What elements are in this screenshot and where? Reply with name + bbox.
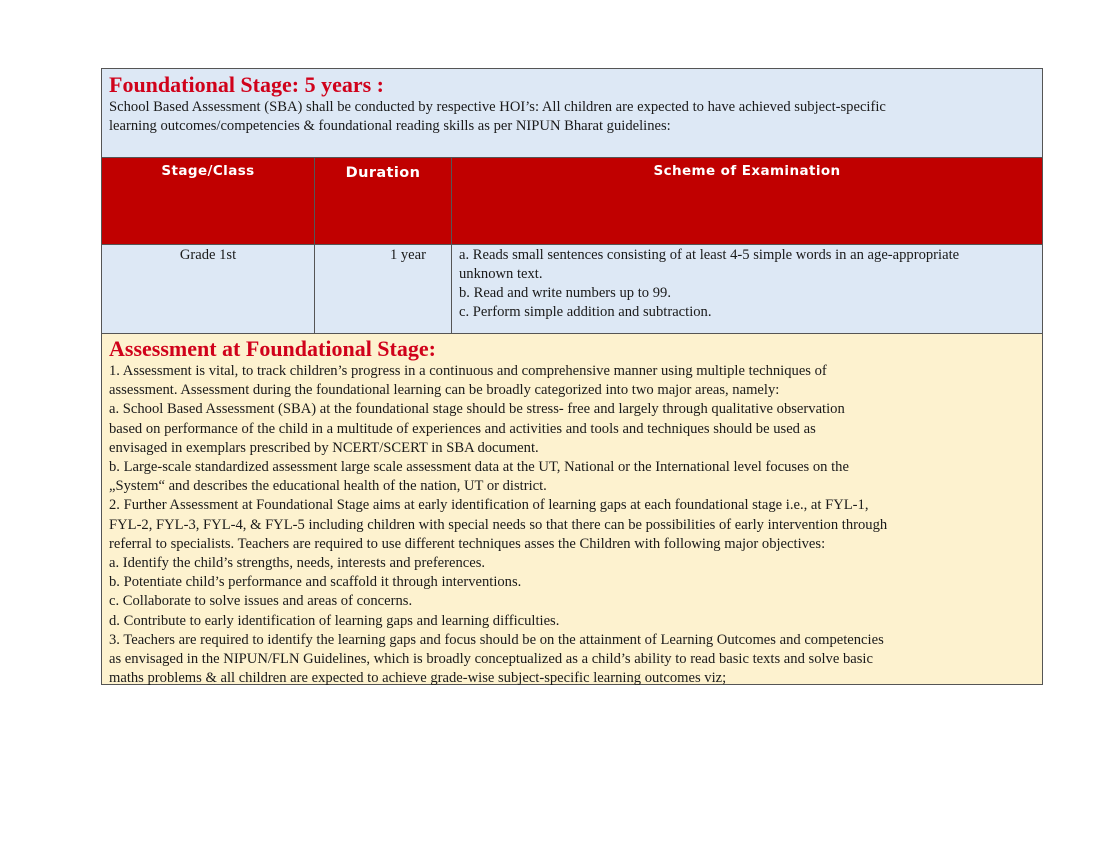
table-header-row bbox=[102, 158, 1042, 245]
assessment-line: 1. Assessment is vital, to track children’s progress in a continuous and comprehensive manner using multiple techniques of bbox=[109, 363, 827, 379]
scheme-line: b. Read and write numbers up to 99. bbox=[459, 285, 671, 301]
duration-cell: 1 year bbox=[315, 245, 452, 333]
assessment-line: referral to specialists. Teachers are required to use different techniques asses the Children with following major objectives: bbox=[109, 535, 826, 552]
intro-section bbox=[102, 69, 1042, 158]
assessment-line: envisaged in exemplars prescribed by NCERT/SCERT in SBA document. bbox=[109, 439, 539, 456]
assessment-line: d. Contribute to early identification of learning gaps and learning difficulties. bbox=[109, 612, 560, 629]
scheme-line: unknown text. bbox=[459, 266, 543, 282]
assessment-section bbox=[102, 334, 1042, 687]
assessment-line: c. Collaborate to solve issues and areas of concerns. bbox=[109, 593, 413, 610]
assessment-line: maths problems & all children are expected to achieve grade-wise subject-specific learning outcomes viz; bbox=[109, 670, 727, 687]
assessment-line: based on performance of the child in a multitude of experiences and activities and tools and techniques should be used as bbox=[109, 420, 816, 437]
assessment-line: 3. Teachers are required to identify the learning gaps and focus should be on the attainment of Learning Outcomes and competencies bbox=[109, 631, 884, 648]
header-duration: Duration bbox=[315, 158, 452, 244]
assessment-line: b. Large-scale standardized assessment large scale assessment data at the UT, National or the International level focuses on the bbox=[109, 459, 849, 476]
table-row bbox=[102, 245, 1042, 334]
assessment-line: FYL-2, FYL-3, FYL-4, & FYL-5 including children with special needs so that there can be possibilities of early intervention through bbox=[109, 516, 888, 533]
scheme-line: c. Perform simple addition and subtraction. bbox=[459, 304, 712, 320]
scheme-cell bbox=[452, 245, 1042, 333]
intro-line: learning outcomes/competencies & foundational reading skills as per NIPUN Bharat guidelines: bbox=[109, 118, 671, 134]
assessment-line: „System“ and describes the educational health of the nation, UT or district. bbox=[109, 478, 547, 495]
assessment-line: a. Identify the child’s strengths, needs, interests and preferences. bbox=[109, 555, 486, 572]
assessment-line: assessment. Assessment during the foundational learning can be broadly categorized into two major areas, namely: bbox=[109, 382, 780, 399]
assessment-line: b. Potentiate child’s performance and scaffold it through interventions. bbox=[109, 574, 522, 591]
assessment-title: Assessment at Foundational Stage: bbox=[109, 336, 436, 361]
stage-cell: Grade 1st bbox=[102, 245, 315, 333]
scheme-line: a. Reads small sentences consisting of at least 4-5 simple words in an age-appropriate bbox=[459, 247, 960, 263]
assessment-line: 2. Further Assessment at Foundational Stage aims at early identification of learning gaps at each foundational stage i.e., at FYL-1, bbox=[109, 497, 869, 514]
header-scheme-of-examination: Scheme of Examination bbox=[653, 163, 841, 179]
assessment-line: as envisaged in the NIPUN/FLN Guidelines, which is broadly conceptualized as a child’s ability to read basic texts and solve basic bbox=[109, 651, 873, 668]
assessment-document-table bbox=[101, 68, 1043, 685]
assessment-line: a. School Based Assessment (SBA) at the foundational stage should be stress- free and largely through qualitative observation bbox=[109, 401, 845, 418]
header-stage-class: Stage/Class bbox=[102, 158, 315, 244]
foundational-stage-title: Foundational Stage: 5 years : bbox=[109, 72, 384, 97]
intro-line: School Based Assessment (SBA) shall be conducted by respective HOI’s: All children are expected to have achieved subject-specific bbox=[109, 99, 886, 115]
